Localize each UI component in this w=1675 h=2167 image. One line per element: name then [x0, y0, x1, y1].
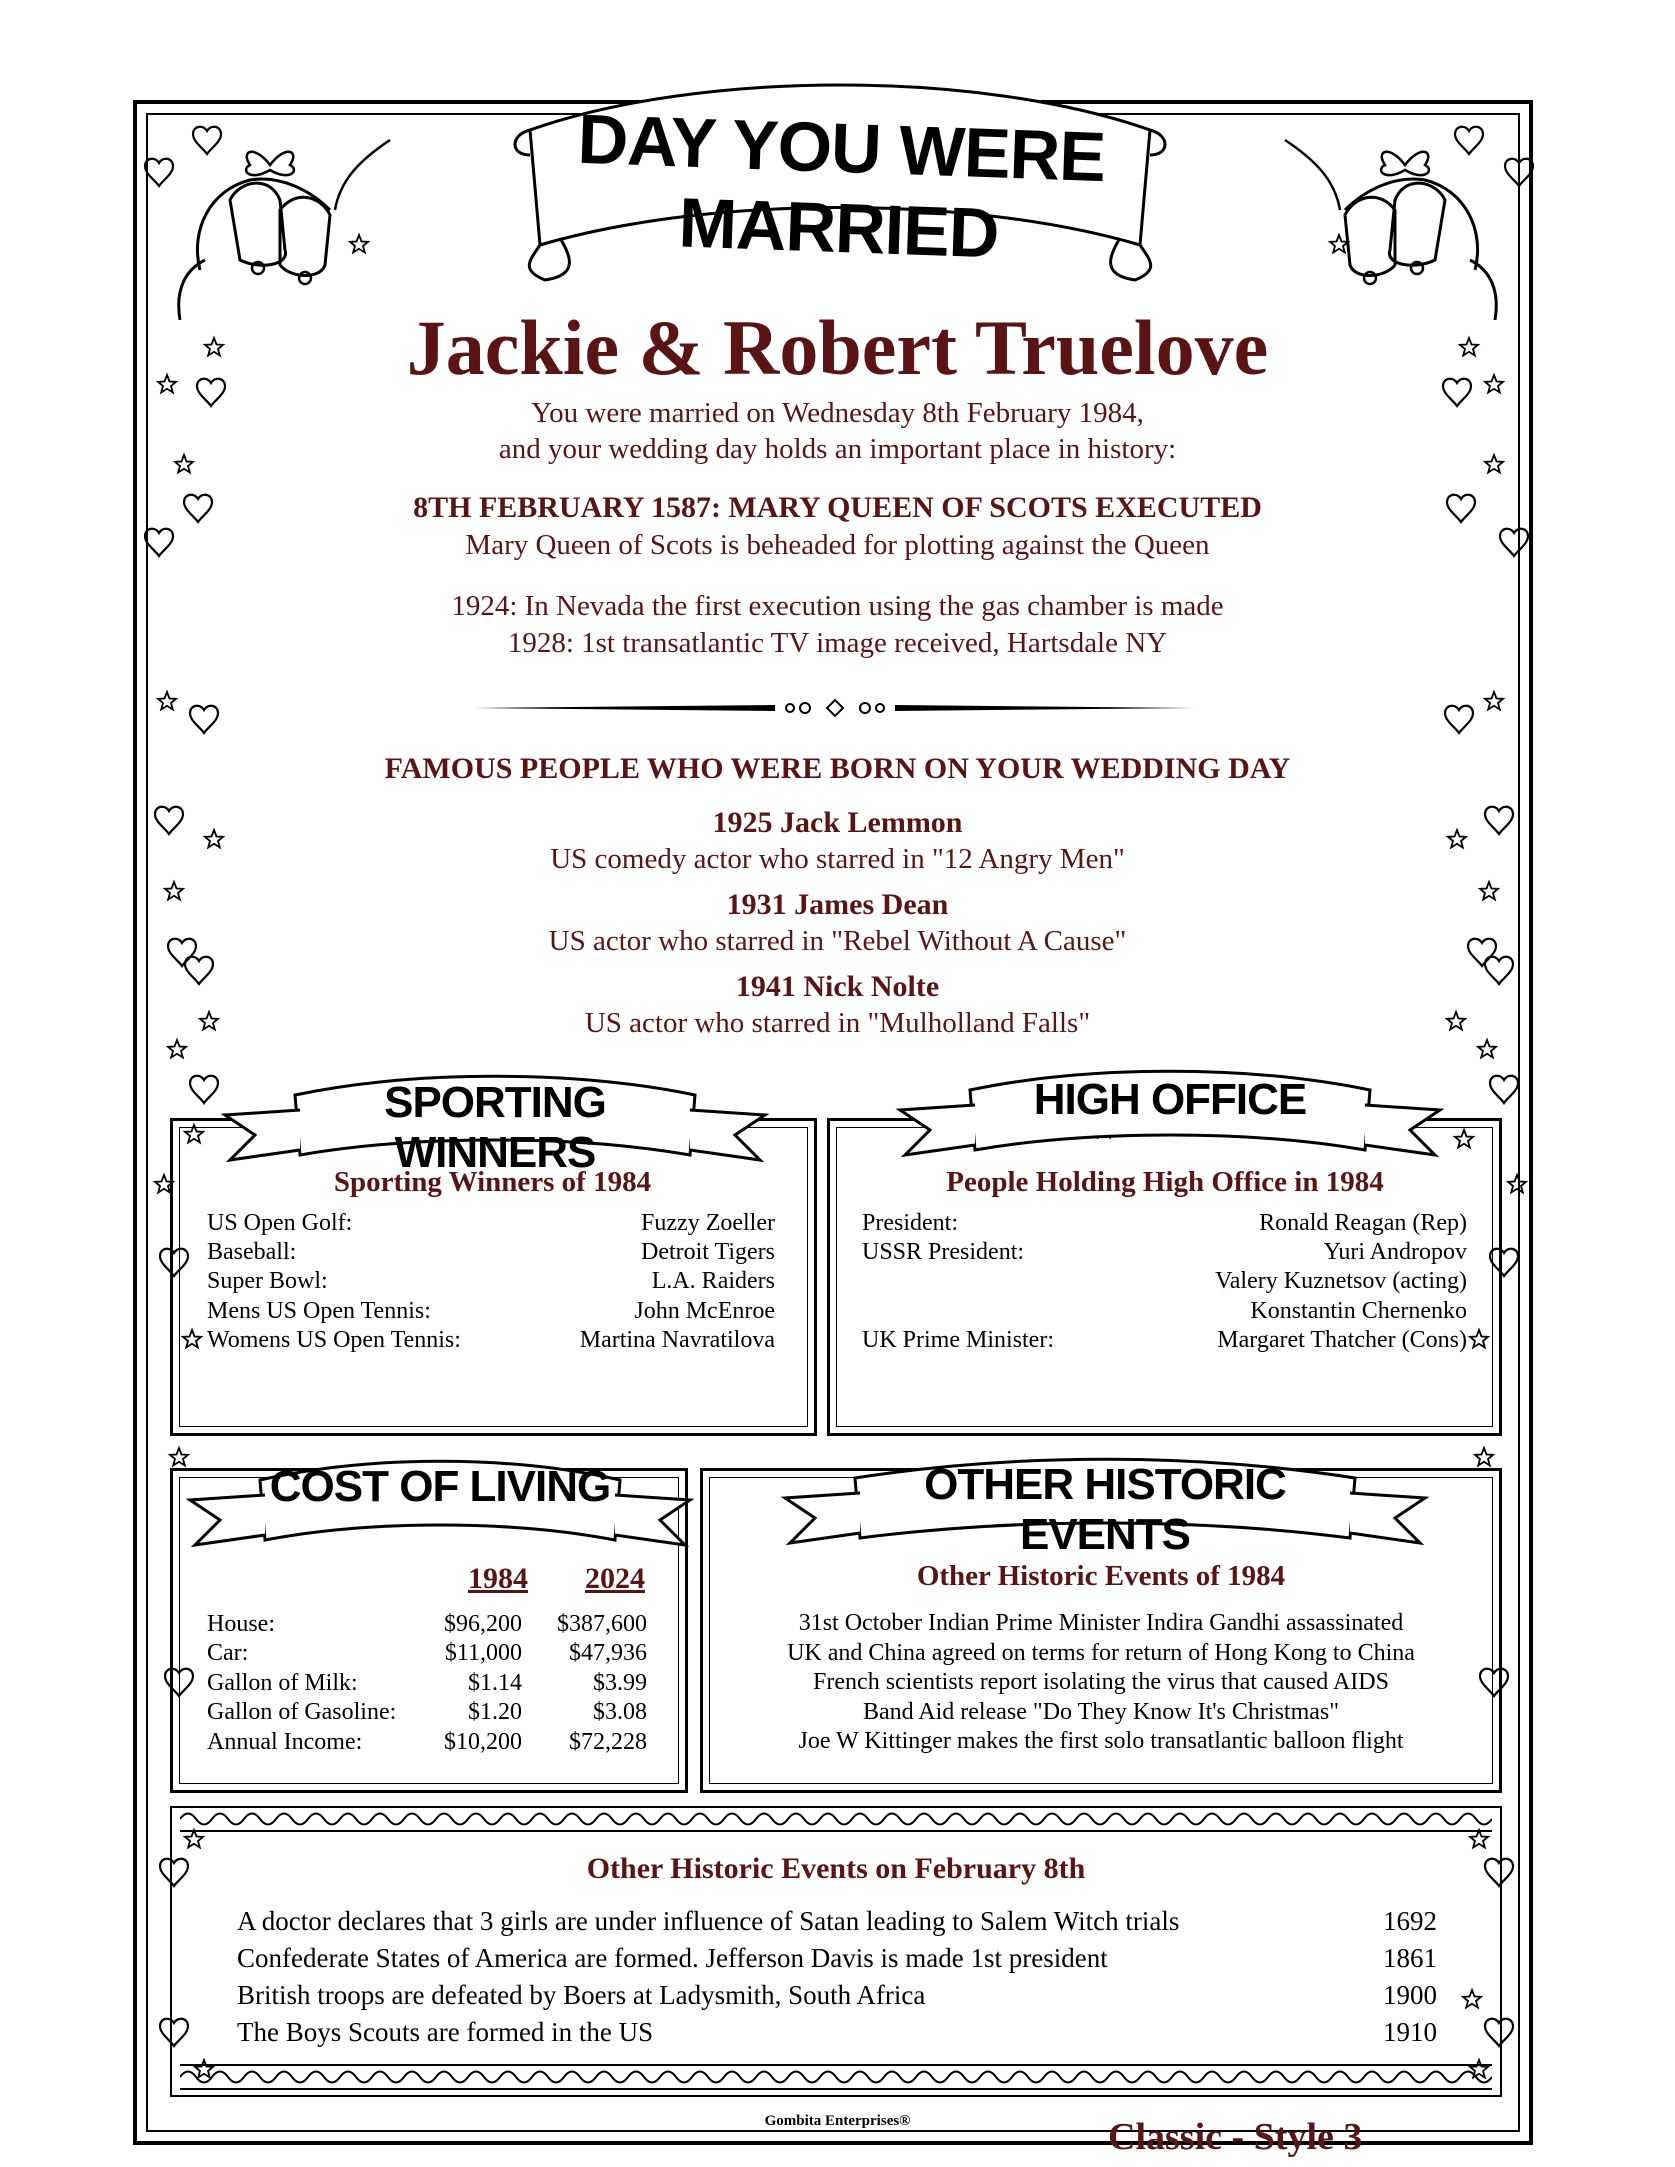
sporting-label: Womens US Open Tennis:	[207, 1327, 461, 1353]
feb8-event: Confederate States of America are formed. Jefferson Davis is made 1st president	[237, 1943, 1108, 1973]
sporting-label: US Open Golf:	[207, 1210, 353, 1236]
style-label: Classic - Style 3	[1108, 2116, 1363, 2158]
cost-value-1984: $1.14	[468, 1670, 522, 1696]
cost-year-1: 1984	[468, 1562, 528, 1595]
office-banner: HIGH OFFICE	[1033, 1075, 1307, 1124]
cost-value-2024: $72,228	[569, 1729, 647, 1755]
cost-label: Car:	[207, 1640, 249, 1666]
wedding-bells-icon	[160, 120, 420, 320]
intro-line-1: You were married on Wednesday 8th February 1984,	[531, 397, 1144, 429]
famous-list	[140, 806, 1535, 1047]
cost-value-1984: $1.20	[468, 1699, 522, 1725]
couple-names: Jackie & Robert Truelove	[406, 304, 1269, 391]
intro-line-2: and your wedding day holds an important place in history:	[498, 433, 1177, 465]
credit: Gombita Enterprises®	[764, 2113, 911, 2129]
office-label: President:	[862, 1210, 958, 1236]
feb8-title: Other Historic Events on February 8th	[586, 1852, 1086, 1885]
list-item	[237, 1980, 1437, 2017]
office-table	[862, 1208, 1467, 1368]
cost-value-2024: $3.99	[593, 1670, 647, 1696]
list-item: 31st October Indian Prime Minister Indira Gandhi assassinated	[798, 1610, 1404, 1636]
list-item: Joe W Kittinger makes the first solo transatlantic balloon flight	[798, 1728, 1404, 1754]
sporting-banner: SPORTING WINNERS	[384, 1078, 606, 1177]
headline-event-title: 8TH FEBRUARY 1587: MARY QUEEN OF SCOTS EXECUTED	[413, 491, 1262, 524]
office-value: Margaret Thatcher (Cons)	[1217, 1327, 1467, 1353]
feb8-list	[0, 1906, 1675, 2056]
historic-banner: OTHER HISTORIC EVENTS	[924, 1460, 1286, 1559]
list-item: French scientists report isolating the virus that caused AIDS	[813, 1669, 1389, 1695]
sporting-title: Sporting Winners of 1984	[333, 1166, 652, 1198]
list-item	[237, 1906, 1437, 1943]
office-value: Ronald Reagan (Rep)	[1259, 1210, 1467, 1236]
cost-table	[207, 1609, 647, 1764]
office-value: Valery Kuznetsov (acting)	[1215, 1268, 1467, 1294]
sporting-value: Martina Navratilova	[579, 1327, 775, 1353]
famous-desc: US actor who starred in "Rebel Without A Cause"	[548, 925, 1127, 957]
office-label: UK Prime Minister:	[862, 1327, 1054, 1353]
cost-value-1984: $10,200	[444, 1729, 522, 1755]
historic-title: Other Historic Events of 1984	[916, 1560, 1286, 1592]
intro-text	[140, 395, 1535, 467]
cost-banner: COST OF LIVING	[269, 1462, 611, 1511]
scroll-border-bottom	[180, 2062, 1492, 2092]
cost-year-2: 2024	[585, 1562, 645, 1595]
feb8-event: British troops are defeated by Boers at Ladysmith, South Africa	[237, 1980, 926, 2010]
cost-label: Annual Income:	[207, 1729, 363, 1755]
header-banner: DAY YOU WERE MARRIED	[576, 99, 1107, 273]
historic-list	[710, 1609, 1492, 1757]
cost-value-2024: $387,600	[557, 1611, 647, 1637]
office-title: People Holding High Office in 1984	[946, 1166, 1384, 1198]
sporting-label: Super Bowl:	[207, 1268, 328, 1294]
office-label: USSR President:	[862, 1239, 1025, 1265]
cost-value-1984: $11,000	[444, 1640, 522, 1666]
scroll-border-top	[180, 1804, 1492, 1834]
cost-label: Gallon of Gasoline:	[207, 1699, 397, 1725]
famous-name: 1941 Nick Nolte	[735, 970, 940, 1003]
feb8-year: 1910	[1383, 2017, 1437, 2047]
feb8-year: 1692	[1383, 1906, 1437, 1936]
list-item	[237, 2017, 1437, 2054]
feb8-event: A doctor declares that 3 girls are under influence of Satan leading to Salem Witch trials	[237, 1906, 1180, 1936]
feb8-year: 1900	[1383, 1980, 1437, 2010]
headline-event-desc: Mary Queen of Scots is beheaded for plotting against the Queen	[465, 529, 1210, 561]
sporting-value: L.A. Raiders	[651, 1268, 775, 1294]
list-item	[237, 1943, 1437, 1980]
sporting-value: John McEnroe	[634, 1298, 775, 1324]
cost-value-2024: $3.08	[593, 1699, 647, 1725]
cost-value-2024: $47,936	[569, 1640, 647, 1666]
wedding-bells-icon	[1255, 120, 1515, 320]
famous-desc: US comedy actor who starred in "12 Angry Men"	[550, 843, 1125, 875]
cost-value-1984: $96,200	[444, 1611, 522, 1637]
feb8-year: 1861	[1383, 1943, 1437, 1973]
feb8-event: The Boys Scouts are formed in the US	[237, 2017, 654, 2047]
sporting-table	[207, 1208, 775, 1368]
other-on-day-item: 1924: In Nevada the first execution using the gas chamber is made	[451, 590, 1224, 622]
sporting-label: Mens US Open Tennis:	[207, 1298, 431, 1324]
famous-name: 1931 James Dean	[726, 888, 949, 921]
cost-label: House:	[207, 1611, 275, 1637]
other-on-day	[140, 588, 1535, 662]
sporting-value: Fuzzy Zoeller	[641, 1210, 775, 1236]
other-on-day-item: 1928: 1st transatlantic TV image received, Hartsdale NY	[507, 627, 1168, 659]
list-item: Band Aid release "Do They Know It's Christmas"	[862, 1698, 1340, 1725]
sporting-label: Baseball:	[207, 1239, 297, 1265]
famous-desc: US actor who starred in "Mulholland Falls"	[584, 1007, 1091, 1039]
list-item: UK and China agreed on terms for return of Hong Kong to China	[787, 1639, 1415, 1666]
famous-name: 1925 Jack Lemmon	[712, 806, 963, 839]
office-value: Konstantin Chernenko	[1250, 1298, 1467, 1324]
cost-label: Gallon of Milk:	[207, 1670, 358, 1696]
ornament-divider-icon	[475, 696, 1195, 720]
sporting-value: Detroit Tigers	[640, 1239, 775, 1265]
famous-heading: FAMOUS PEOPLE WHO WERE BORN ON YOUR WEDDING DAY	[384, 752, 1291, 785]
office-value: Yuri Andropov	[1323, 1239, 1467, 1265]
